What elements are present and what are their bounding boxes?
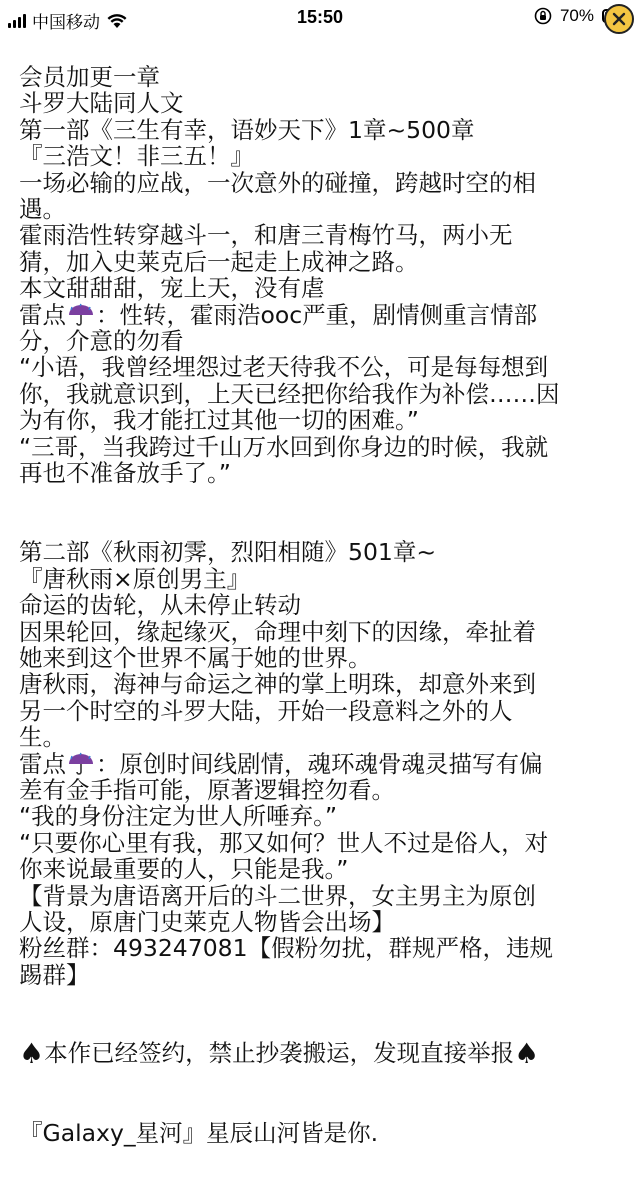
- spade-icon: ♠: [19, 1037, 45, 1071]
- text-line: 会员加更一章: [19, 63, 160, 91]
- text-line: 一场必输的应战，一次意外的碰撞，跨越时空的相: [19, 168, 536, 197]
- umbrella-rain-icon: [66, 303, 96, 327]
- paragraph-gap: [19, 513, 629, 539]
- text-line: 命运的齿轮，从未停止转动: [19, 591, 301, 620]
- text-line: 她来到这个世界不属于她的世界。: [19, 643, 372, 672]
- paragraph-gap: [19, 988, 629, 1014]
- text-line: 另一个时空的斗罗大陆，开始一段意料之外的人: [19, 696, 513, 725]
- text-line-part: ：原创时间线剧情，魂环魂骨魂灵描写有偏: [96, 749, 543, 778]
- warning-label: 雷点: [19, 749, 66, 778]
- text-line: 『Galaxy_星河』星辰山河皆是你.: [19, 1118, 379, 1147]
- text-line: “三哥，当我跨过千山万水回到你身边的时候，我就: [19, 432, 549, 461]
- text-line: “我的身份注定为世人所唾弃。”: [19, 802, 338, 831]
- carrier-label: 中国移动: [32, 13, 100, 32]
- text-line: 你，我就意识到，上天已经把你给我作为补偿……因: [19, 379, 560, 408]
- text-line: 粉丝群：493247081【假粉勿扰，群规严格，违规: [19, 934, 554, 963]
- text-line: 『三浩文！非三五！』: [19, 142, 254, 171]
- status-time: 15:50: [296, 7, 344, 27]
- umbrella-rain-icon: [66, 752, 96, 776]
- text-line: 【背景为唐语离开后的斗二世界，女主男主为原创: [19, 881, 536, 910]
- text-line: 第一部《三生有幸，语妙天下》1章~500章: [19, 115, 475, 144]
- battery-percent: 70%: [559, 6, 594, 25]
- text-line: 第二部《秋雨初霁，烈阳相随》501章~: [19, 538, 437, 567]
- text-line: 猜，加入史莱克后一起走上成神之路。: [19, 247, 419, 276]
- text-line: 『唐秋雨×原创男主』: [19, 564, 251, 593]
- text-line: 为有你，我才能扛过其他一切的困难。”: [19, 406, 419, 435]
- text-line: 斗罗大陆同人文: [19, 89, 184, 118]
- close-button[interactable]: [604, 4, 634, 34]
- text-line: 你来说最重要的人，只能是我。”: [19, 855, 349, 884]
- warning-label: 雷点: [19, 300, 66, 329]
- text-line: 本文甜甜甜，宠上天，没有虐: [19, 274, 325, 303]
- text-line-part: ：性转，霍雨浩ooc严重，剧情侧重言情部: [96, 300, 538, 329]
- text-line: 再也不准备放手了。”: [19, 459, 231, 488]
- text-line: 踢群】: [19, 960, 90, 989]
- text-line: 差有金手指可能，原著逻辑控勿看。: [19, 775, 395, 804]
- text-line-part: 本作已经签约，禁止抄袭搬运，发现直接举报: [44, 1039, 515, 1068]
- text-line: 人设，原唐门史莱克人物皆会出场】: [19, 907, 395, 936]
- paragraph-gap: [19, 1068, 629, 1094]
- text-line: 生。: [19, 723, 66, 752]
- text-line: “只要你心里有我，那又如何？世人不过是俗人，对: [19, 828, 549, 857]
- paragraph-gap: [19, 487, 629, 513]
- paragraph-gap: [19, 1094, 629, 1120]
- text-line: [19, 751, 629, 777]
- post-content: [19, 64, 629, 1146]
- text-line: 唐秋雨，海神与命运之神的掌上明珠，却意外来到: [19, 670, 536, 699]
- spade-icon: ♠: [514, 1037, 540, 1071]
- text-line: 分，介意的勿看: [19, 327, 184, 356]
- text-line: 遇。: [19, 195, 66, 224]
- status-bar: [0, 0, 640, 36]
- text-line: [19, 302, 629, 328]
- text-line: 因果轮回，缘起缘灭，命理中刻下的因缘，牵扯着: [19, 617, 536, 646]
- orientation-lock-icon: [534, 7, 552, 25]
- close-icon: [611, 11, 627, 27]
- text-line: [19, 1037, 629, 1071]
- text-line: 霍雨浩性转穿越斗一，和唐三青梅竹马，两小无: [19, 221, 513, 250]
- text-line: “小语，我曾经埋怨过老天待我不公，可是每每想到: [19, 353, 549, 382]
